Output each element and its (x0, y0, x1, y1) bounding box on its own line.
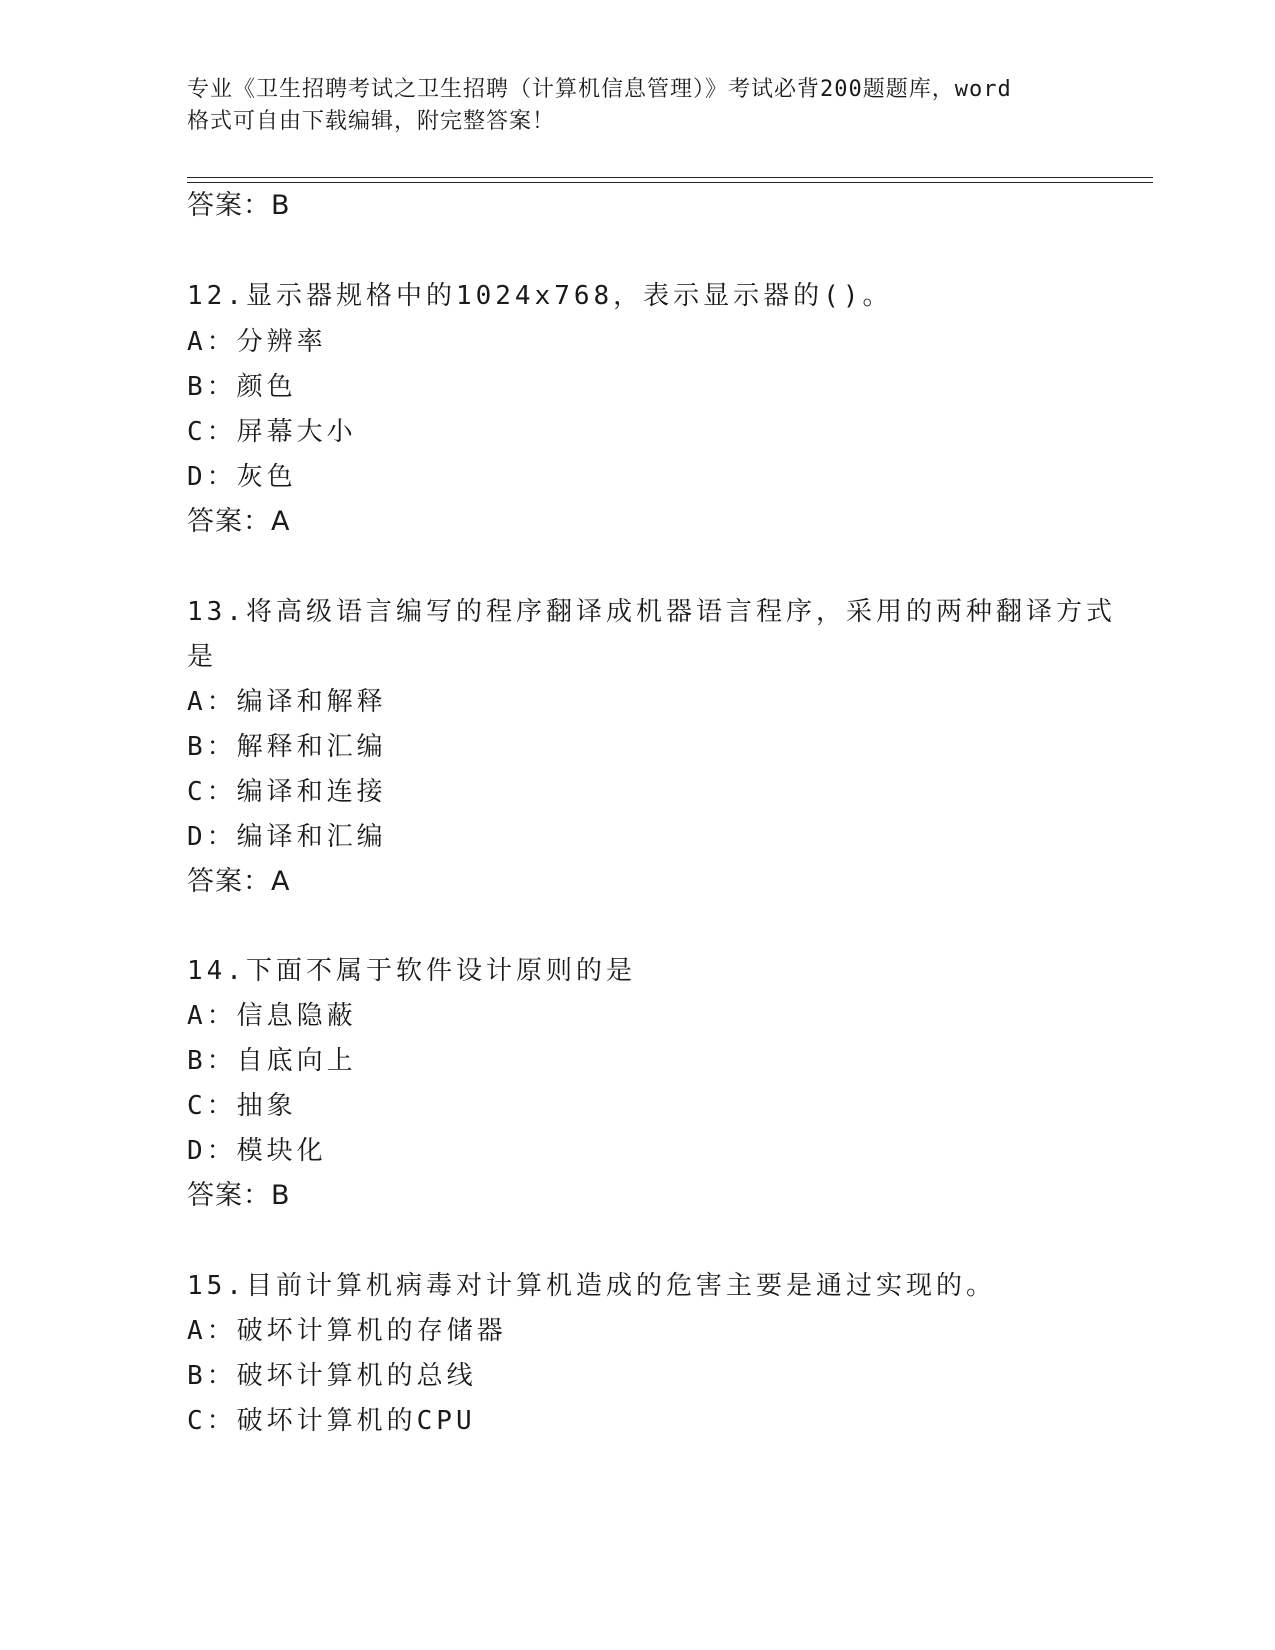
option-d: D：编译和汇编 (187, 822, 387, 852)
option-b: B：颜色 (187, 372, 297, 402)
option-a: A：破坏计算机的存储器 (187, 1316, 507, 1346)
question-stem: 14.下面不属于软件设计原则的是 (187, 956, 636, 986)
option-a: A：分辨率 (187, 327, 327, 357)
question-stem: 12.显示器规格中的1024x768，表示显示器的()。 (187, 281, 893, 311)
question-stem: 13.将高级语言编写的程序翻译成机器语言程序，采用的两种翻译方式 (187, 597, 1116, 627)
option-c: C：抽象 (187, 1091, 297, 1121)
header-divider-bottom (187, 182, 1153, 183)
option-d: D：模块化 (187, 1136, 327, 1166)
option-b: B：自底向上 (187, 1046, 357, 1076)
option-a: A：信息隐蔽 (187, 1001, 357, 1031)
option-c: C：编译和连接 (187, 777, 387, 807)
answer-line: 答案：A (187, 866, 291, 897)
header-line-2: 格式可自由下载编辑，附完整答案！ (187, 109, 556, 134)
answer-line: 答案：B (187, 1180, 291, 1211)
answer-line: 答案：A (187, 506, 291, 537)
option-a: A：编译和解释 (187, 687, 387, 717)
option-d: D：灰色 (187, 462, 297, 492)
question-stem: 15.目前计算机病毒对计算机造成的危害主要是通过实现的。 (187, 1271, 996, 1301)
header-divider-top (187, 177, 1153, 178)
document-header (187, 74, 1087, 138)
header-line-1: 专业《卫生招聘考试之卫生招聘（计算机信息管理）》考试必背200题题库，word (187, 77, 1012, 102)
option-c: C：屏幕大小 (187, 417, 357, 447)
option-c: C：破坏计算机的CPU (187, 1406, 476, 1436)
answer-line: 答案：B (187, 190, 291, 221)
option-b: B：破坏计算机的总线 (187, 1361, 477, 1391)
option-b: B：解释和汇编 (187, 732, 387, 762)
question-stem-continued: 是 (187, 642, 218, 672)
